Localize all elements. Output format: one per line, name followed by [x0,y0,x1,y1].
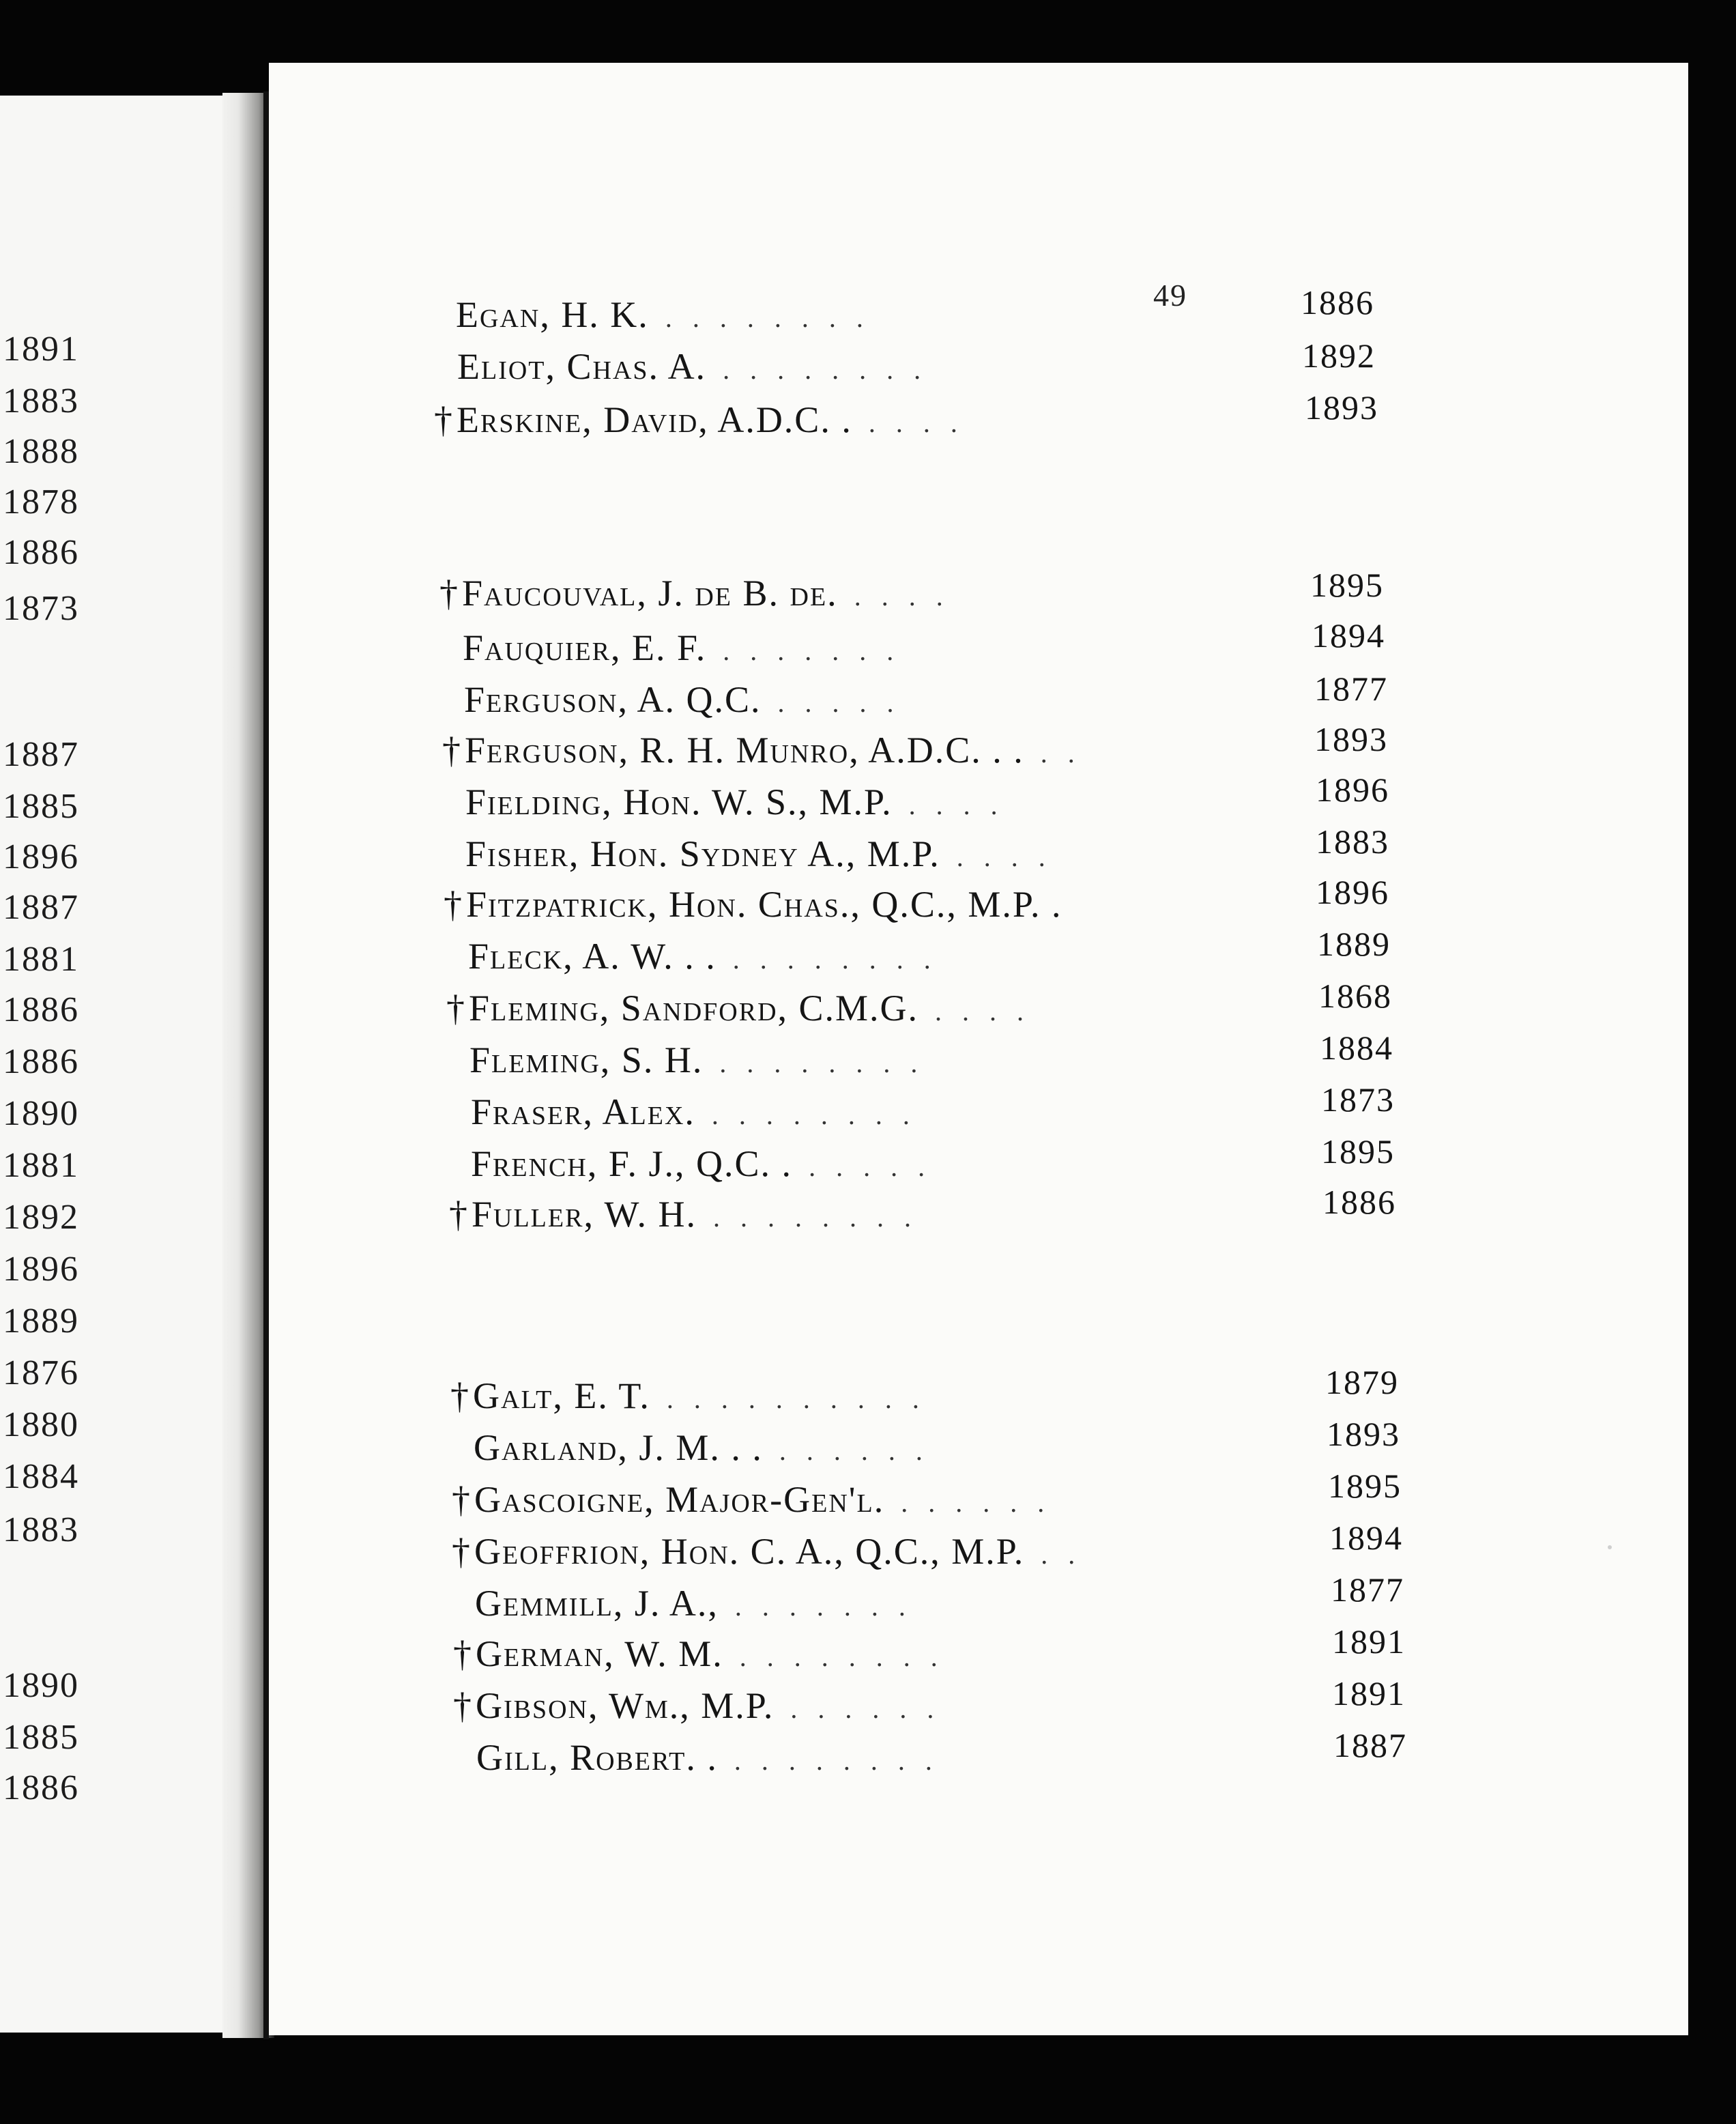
left-year: 1890 [3,1094,79,1133]
entry-name: †Gascoigne, Major-Gen'l. . . . . . . [452,1479,1052,1520]
entry-year: 1895 [1328,1467,1402,1505]
entry-year: 1877 [1314,670,1388,708]
entry-name: †Galt, E. T. . . . . . . . . . . [450,1375,926,1416]
entry-name: Gill, Robert. . . . . . . . . . [476,1737,939,1778]
entry-name: †Gibson, Wm., M.P. . . . . . . [453,1685,941,1726]
entry-name: Fisher, Hon. Sydney A., M.P. . . . . [465,833,1052,874]
entry-year: 1879 [1325,1363,1399,1401]
left-year: 1896 [3,837,79,876]
left-year: 1880 [3,1405,79,1444]
entry-name: †Fuller, W. H. . . . . . . . . [449,1194,918,1235]
entry-name: Gemmill, J. A., . . . . . . . [475,1583,912,1624]
entry-name: Fleck, A. W. . . . . . . . . . . [468,936,938,977]
entry-year: 1895 [1321,1132,1395,1171]
left-year: 1883 [3,1510,79,1549]
entry-year: 1892 [1302,336,1376,375]
entry-year: 1884 [1320,1029,1393,1067]
left-year: 1889 [3,1302,79,1340]
left-year: 1886 [3,990,79,1029]
entry-name: †German, W. M. . . . . . . . . [453,1633,944,1674]
left-year: 1892 [3,1198,79,1237]
left-year: 1884 [3,1457,79,1496]
entry-name: Ferguson, A. Q.C. . . . . . [464,679,901,720]
left-year: 1896 [3,1250,79,1289]
entry-year: 1889 [1317,925,1391,963]
left-year: 1876 [3,1353,79,1392]
entry-year: 1883 [1316,822,1389,861]
entry-name: †Ferguson, R. H. Munro, A.D.C. . . . . [442,730,1082,771]
left-year: 1886 [3,533,79,572]
entry-name: †Geoffrion, Hon. C. A., Q.C., M.P. . . [452,1531,1082,1572]
spine-line [263,91,269,2039]
left-year: 1881 [3,1146,79,1185]
left-year: 1887 [3,888,79,927]
left-year: 1887 [3,735,79,774]
page-number: 49 [1153,278,1187,313]
entry-year: 1877 [1331,1570,1404,1609]
entry-year: 1873 [1321,1080,1395,1119]
left-year: 1885 [3,787,79,826]
entry-name: †Erskine, David, A.D.C. . . . . . [434,399,964,440]
entry-year: 1894 [1312,616,1385,655]
left-year: 1883 [3,382,79,420]
right-page [269,63,1688,2035]
entry-name: Garland, J. M. . . . . . . . . [474,1427,929,1468]
entry-year: 1893 [1314,720,1388,758]
left-year: 1886 [3,1768,79,1807]
left-year: 1891 [3,330,79,369]
entry-year: 1895 [1310,566,1384,604]
entry-name: Fraser, Alex. . . . . . . . . [471,1091,916,1132]
entry-year: 1868 [1318,977,1392,1015]
entry-name: †Fitzpatrick, Hon. Chas., Q.C., M.P. . [444,884,1062,925]
entry-year: 1886 [1322,1183,1396,1221]
entry-name: Eliot, Chas. A. . . . . . . . . [457,346,928,387]
left-year: 1885 [3,1718,79,1757]
entry-year: 1896 [1316,771,1389,809]
entry-name: Fauquier, E. F. . . . . . . . [463,627,901,668]
paper-speck [1608,1545,1612,1549]
left-year: 1890 [3,1666,79,1705]
entry-year: 1896 [1316,873,1389,911]
left-year: 1886 [3,1042,79,1081]
left-year: 1888 [3,432,79,471]
entry-year: 1891 [1332,1622,1406,1661]
left-year: 1878 [3,483,79,521]
entry-year: 1893 [1327,1415,1400,1453]
entry-name: Egan, H. K. . . . . . . . . [456,294,870,335]
entry-name: French, F. J., Q.C. . . . . . . [471,1143,932,1184]
entry-year: 1886 [1301,283,1374,321]
left-year: 1881 [3,940,79,979]
entry-year: 1887 [1333,1726,1407,1764]
left-year: 1873 [3,589,79,628]
entry-name: Fielding, Hon. W. S., M.P. . . . . [465,781,1004,822]
entry-name: †Fleming, Sandford, C.M.G. . . . . [446,988,1031,1029]
entry-year: 1891 [1332,1674,1406,1712]
entry-year: 1893 [1305,388,1378,427]
entry-name: Fleming, S. H. . . . . . . . . [469,1039,925,1080]
entry-name: †Faucouval, J. de B. de. . . . . [439,573,950,614]
entry-year: 1894 [1329,1519,1403,1557]
